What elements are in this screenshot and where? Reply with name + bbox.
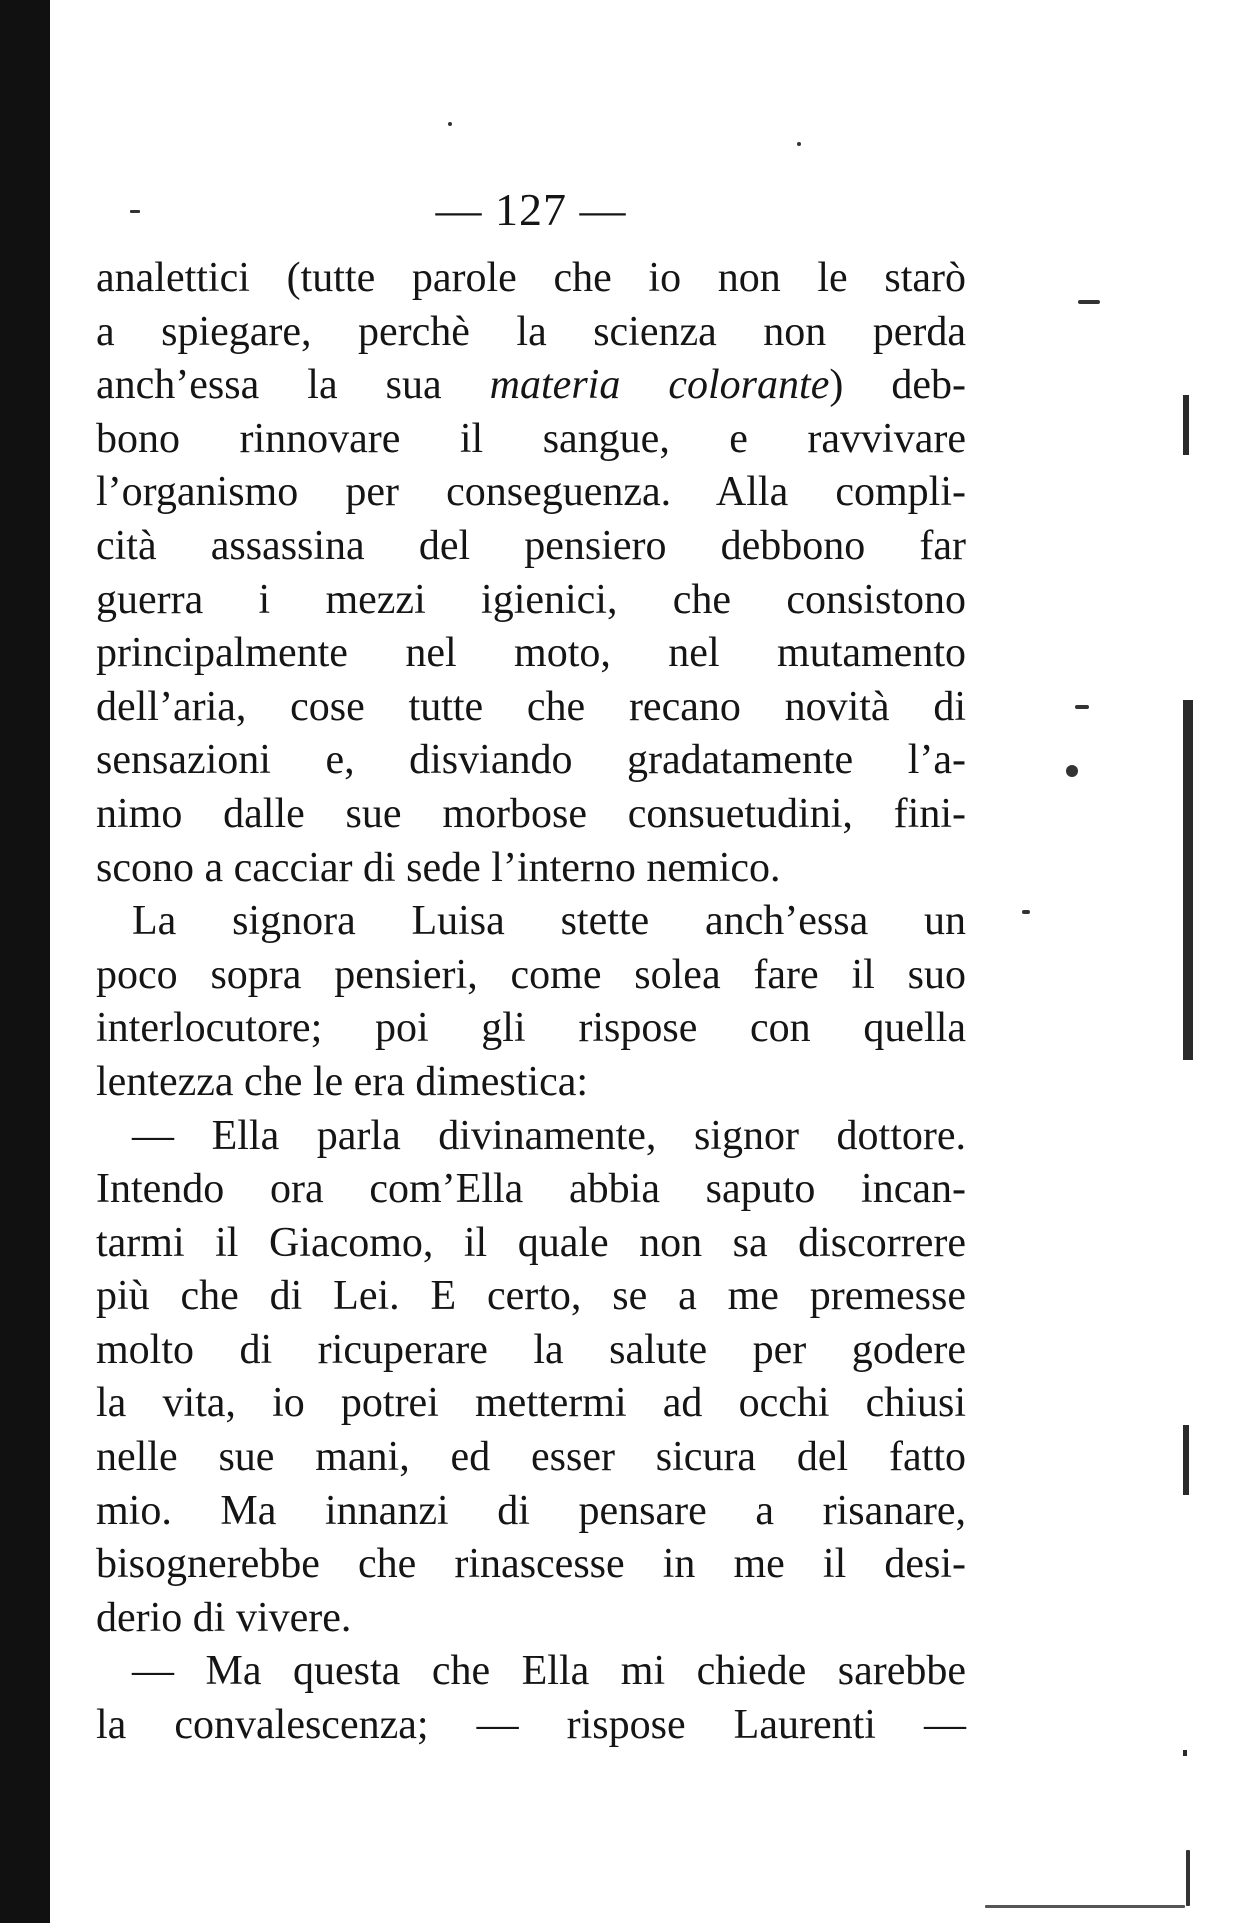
italic-phrase: materia colorante bbox=[489, 362, 830, 409]
text-line: interlocutore; poi gli rispose con quella bbox=[96, 1005, 966, 1052]
text-line: principalmente nel moto, nel mutamento bbox=[96, 630, 966, 677]
text-line: scono a cacciar di sede l’interno nemico. bbox=[96, 844, 781, 891]
text-line: mio. Ma innanzi di pensare a risanare, bbox=[96, 1487, 966, 1534]
text-line: derio di vivere. bbox=[96, 1594, 352, 1641]
text-line: guerra i mezzi igienici, che consistono bbox=[96, 576, 966, 623]
text-line: dell’aria, cose tutte che recano novità di bbox=[96, 683, 966, 730]
scan-artifact bbox=[1183, 1425, 1189, 1495]
page-binding-shadow bbox=[0, 0, 50, 1923]
scan-speck bbox=[1078, 300, 1100, 304]
scan-artifact bbox=[1183, 395, 1189, 455]
text-line: la convalescenza; — rispose Laurenti — bbox=[96, 1702, 966, 1749]
scan-speck bbox=[985, 1905, 1185, 1908]
text-line: tarmi il Giacomo, il quale non sa discorrere bbox=[96, 1219, 966, 1266]
text-line: lentezza che le era dimestica: bbox=[96, 1058, 589, 1105]
text-line: poco sopra pensieri, come solea fare il suo bbox=[96, 951, 966, 998]
text-line bbox=[96, 359, 966, 413]
text-line: più che di Lei. E certo, se a me premesse bbox=[96, 1273, 966, 1320]
text-line: — Ella parla divinamente, signor dottore. bbox=[132, 1112, 966, 1159]
scan-speck bbox=[448, 122, 452, 126]
page-number: — 127 — bbox=[435, 184, 627, 235]
text-run: ) deb- bbox=[829, 362, 966, 409]
scan-artifact bbox=[1183, 700, 1193, 1060]
text-line: sensazioni e, disviando gradatamente l’a- bbox=[96, 737, 966, 784]
scan-speck bbox=[1186, 1850, 1190, 1906]
text-line: molto di ricuperare la salute per godere bbox=[96, 1326, 966, 1373]
text-run: anch’essa la sua bbox=[96, 362, 490, 409]
text-line: La signora Luisa stette anch’essa un bbox=[132, 898, 966, 945]
scan-artifact bbox=[1183, 1750, 1187, 1756]
text-line: cità assassina del pensiero debbono far bbox=[96, 522, 966, 569]
text-line: la vita, io potrei mettermi ad occhi chiusi bbox=[96, 1380, 966, 1427]
text-line: nimo dalle sue morbose consuetudini, fini- bbox=[96, 790, 966, 837]
text-line: analettici (tutte parole che io non le starò bbox=[96, 255, 966, 301]
text-line: bisognerebbe che rinascesse in me il desi- bbox=[96, 1541, 966, 1588]
text-line: l’organismo per conseguenza. Alla compli- bbox=[96, 469, 966, 516]
text-line: — Ma questa che Ella mi chiede sarebbe bbox=[132, 1648, 966, 1695]
scan-speck bbox=[130, 210, 140, 213]
scan-speck bbox=[1066, 765, 1078, 777]
scan-speck bbox=[797, 142, 801, 146]
body-text bbox=[96, 252, 966, 1753]
text-line: nelle sue mani, ed esser sicura del fatto bbox=[96, 1434, 966, 1481]
text-line: a spiegare, perchè la scienza non perda bbox=[96, 308, 966, 355]
text-line: Intendo ora com’Ella abbia saputo incan- bbox=[96, 1166, 966, 1213]
text-line: bono rinnovare il sangue, e ravvivare bbox=[96, 415, 966, 462]
scan-speck bbox=[1075, 705, 1089, 709]
scan-speck bbox=[1022, 910, 1030, 914]
